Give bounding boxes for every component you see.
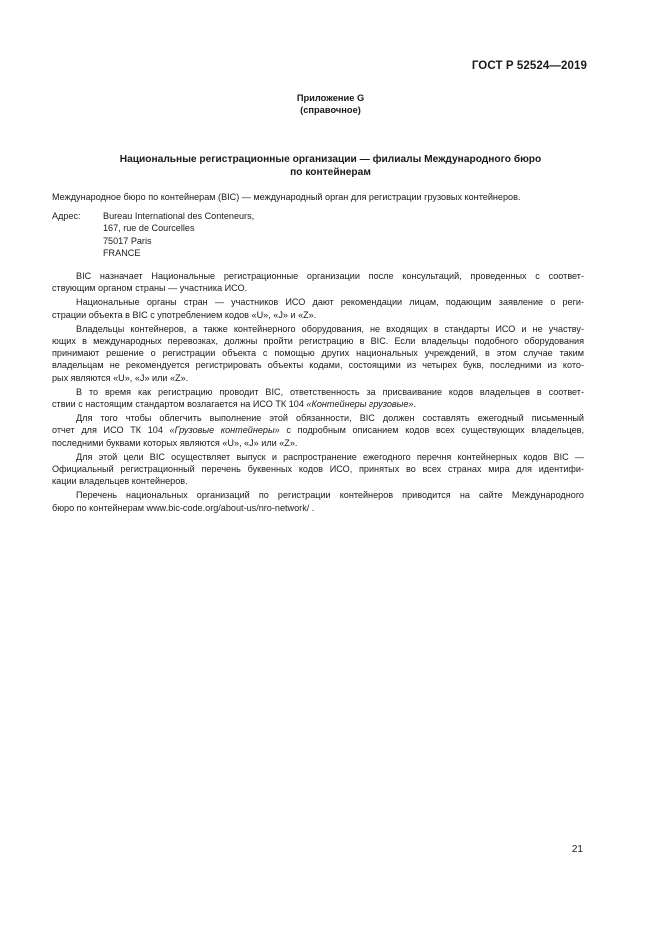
address-line: Bureau International des Conteneurs, <box>103 211 255 222</box>
annex-status: (справочное) <box>300 105 361 115</box>
annex-title-line-1: Национальные регистрационные организации — филиалы Международного бюро <box>119 154 542 165</box>
text-line <box>52 424 584 436</box>
italic-title: «Контейнеры грузовые» <box>306 398 414 409</box>
address-line: 75017 Paris <box>103 235 152 246</box>
annex-title-line-2: по контейнерам <box>290 167 371 178</box>
paragraph-5 <box>52 412 584 449</box>
text-line: Для того чтобы облегчить выполнение этой обязанности, BIC должен составлять ежегодный письменный <box>76 413 584 424</box>
standard-designation: ГОСТ Р 52524—2019 <box>471 60 587 72</box>
text-segment: отчет для ИСО ТК 104 <box>52 425 170 436</box>
address-line: 167, rue de Courcelles <box>103 223 195 234</box>
text-line: страции объекта в BIC с употреблением кодов «U», «J» и «Z». <box>52 309 317 320</box>
intro-paragraph: Международное бюро по контейнерам (BIC) — международный орган для регистрации грузовых контейнеров. <box>52 192 521 202</box>
paragraph-4 <box>52 386 584 410</box>
text-segment: . <box>413 398 416 409</box>
address-label: Адрес: <box>52 211 81 222</box>
paragraph-2 <box>52 296 584 320</box>
address-lines <box>103 210 254 259</box>
text-line: Перечень национальных организаций по регистрации контейнеров приводится на сайте Международного <box>76 490 584 501</box>
text-line: ствующим органом страны — участника ИСО. <box>52 283 248 294</box>
text-segment: ствии с настоящим стандартом возлагается на ИСО ТК 104 <box>52 398 307 409</box>
text-line <box>52 398 584 410</box>
text-line: последними буквами которых являются «U», «J» или «Z». <box>52 437 298 448</box>
address-line: FRANCE <box>103 247 141 258</box>
text-line: рых являются «U», «J» или «Z». <box>52 372 189 383</box>
annex-title <box>60 153 601 179</box>
paragraph-1 <box>52 270 584 294</box>
text-line: В то время как регистрацию проводит BIC, ответственность за присваивание кодов владельцев в соответ- <box>76 386 584 397</box>
text-line: ющих в международных перевозках, должны пройти регистрацию в BIC. Если владельцы подобного оборудования <box>52 335 584 346</box>
text-line: Национальные органы стран — участников ИСО дают рекомендации лицам, подающим заявление о реги- <box>76 297 584 308</box>
address-block <box>52 210 584 259</box>
text-segment: с подробным описанием кодов всех существующих владельцев, <box>279 425 584 436</box>
text-line: BIC назначает Национальные регистрационные организации после консультаций, проведенных с соответ- <box>76 270 584 281</box>
annex-label: Приложение G <box>296 93 365 103</box>
text-line: кации владельцев контейнеров. <box>52 476 188 487</box>
paragraph-3 <box>52 323 584 384</box>
text-line: Для этой цели BIC осуществляет выпуск и распространение ежегодного перечня контейнерных кодов BIC — <box>76 451 584 462</box>
document-body <box>52 191 584 516</box>
italic-title: «Грузовые контейнеры» <box>169 425 280 436</box>
text-line: владельцам не рекомендуется регистрировать объекты кодами, состоящими из четырех букв, последними из кото- <box>52 360 584 371</box>
page-number: 21 <box>571 844 583 855</box>
text-line: Владельцы контейнеров, а также контейнерного оборудования, не входящих в стандарты ИСО и не участву- <box>76 323 584 334</box>
text-line: бюро по контейнерам www.bic-code.org/about-us/nro-network/ . <box>52 502 315 513</box>
paragraph-6 <box>52 451 584 488</box>
text-line: принимают решение о регистрации объекта с помощью других национальных учреждений, в этом случае таким <box>52 348 584 359</box>
text-line: Официальный регистрационный перечень буквенных кодов ИСО, принятых во всех странах мира для идентифи- <box>52 464 584 474</box>
paragraph-7 <box>52 489 584 513</box>
